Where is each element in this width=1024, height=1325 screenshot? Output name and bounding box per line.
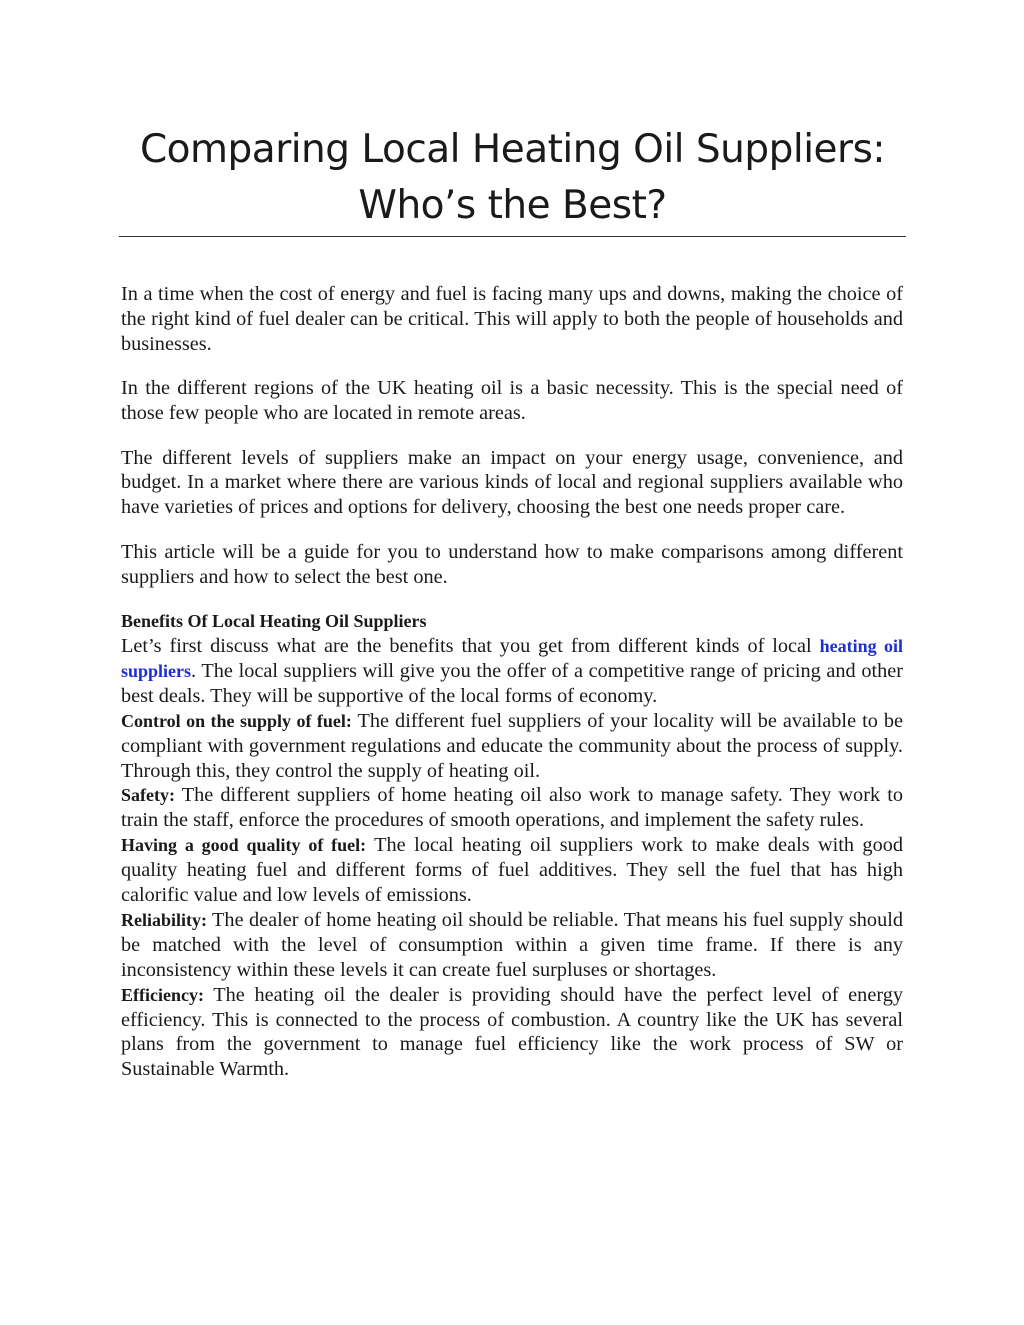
benefits-lead-paragraph: [121, 634, 903, 709]
benefit-text: The dealer of home heating oil should be reliable. That means his fuel supply should be matched with the level of consumption within a given time frame. If there is any inconsistency within these levels it can create fuel surpluses or shortages.: [121, 908, 903, 981]
intro-paragraph-1: In a time when the cost of energy and fuel is facing many ups and downs, making the choice of the right kind of fuel dealer can be critical. This will apply to both the people of households and businesses.: [121, 283, 903, 355]
benefit-term: Control on the supply of fuel:: [121, 710, 352, 731]
page-title: [119, 122, 906, 234]
benefit-term: Efficiency:: [121, 984, 204, 1005]
article-body: [121, 282, 903, 1082]
benefit-text: The heating oil the dealer is providing should have the perfect level of energy efficiency. This is connected to the process of combustion. A country like the UK has several plans from the government to manage fuel efficiency like the work process of SW or Sustainable Warmth.: [121, 983, 903, 1081]
benefits-lead-text-continued: . The local suppliers will give you the offer of a competitive range of pricing and other best deals. They will be supportive of the local forms of economy.: [121, 659, 903, 707]
benefit-term: Safety:: [121, 785, 175, 806]
intro-paragraph-2: In the different regions of the UK heating oil is a basic necessity. This is the special need of those few people who are located in remote areas.: [121, 377, 903, 425]
intro-paragraph-3: The different levels of suppliers make an impact on your energy usage, convenience, and budget. In a market where there are various kinds of local and regional suppliers available who have varieties of prices and options for delivery, choosing the best one needs proper care.: [121, 446, 903, 519]
benefit-term: Reliability:: [121, 909, 207, 930]
page-title-line-1: Comparing Local Heating Oil Suppliers:: [139, 127, 886, 172]
benefit-text: The different fuel suppliers of your locality will be available to be compliant with government regulations and educate the community about the process of supply. Through this, they control the supply of heating oil.: [121, 709, 903, 782]
benefit-item-quality: [121, 833, 903, 908]
benefit-item-safety: [121, 783, 903, 833]
benefit-term: Having a good quality of fuel:: [121, 835, 367, 856]
heating-oil-suppliers-link[interactable]: heating oil suppliers: [121, 635, 903, 681]
benefit-item-reliability: [121, 908, 903, 983]
benefit-text: The local heating oil suppliers work to make deals with good quality heating fuel and different forms of fuel additives. They sell the fuel that has high calorific value and low levels of emissions.: [121, 834, 903, 907]
benefits-lead-text: Let’s first discuss what are the benefits that you get from different kinds of local: [121, 634, 820, 657]
section-heading-benefits: Benefits Of Local Heating Oil Suppliers: [121, 611, 427, 632]
title-divider: [119, 236, 906, 237]
benefit-text: The different suppliers of home heating oil also work to manage safety. They work to train the staff, enforce the procedures of smooth operations, and implement the safety rules.: [121, 784, 903, 832]
page-title-line-2: Who’s the Best?: [358, 183, 667, 228]
intro-paragraph-4: This article will be a guide for you to understand how to make comparisons among different suppliers and how to select the best one.: [121, 540, 903, 588]
benefit-item-control: [121, 709, 903, 784]
benefit-item-efficiency: [121, 983, 903, 1083]
